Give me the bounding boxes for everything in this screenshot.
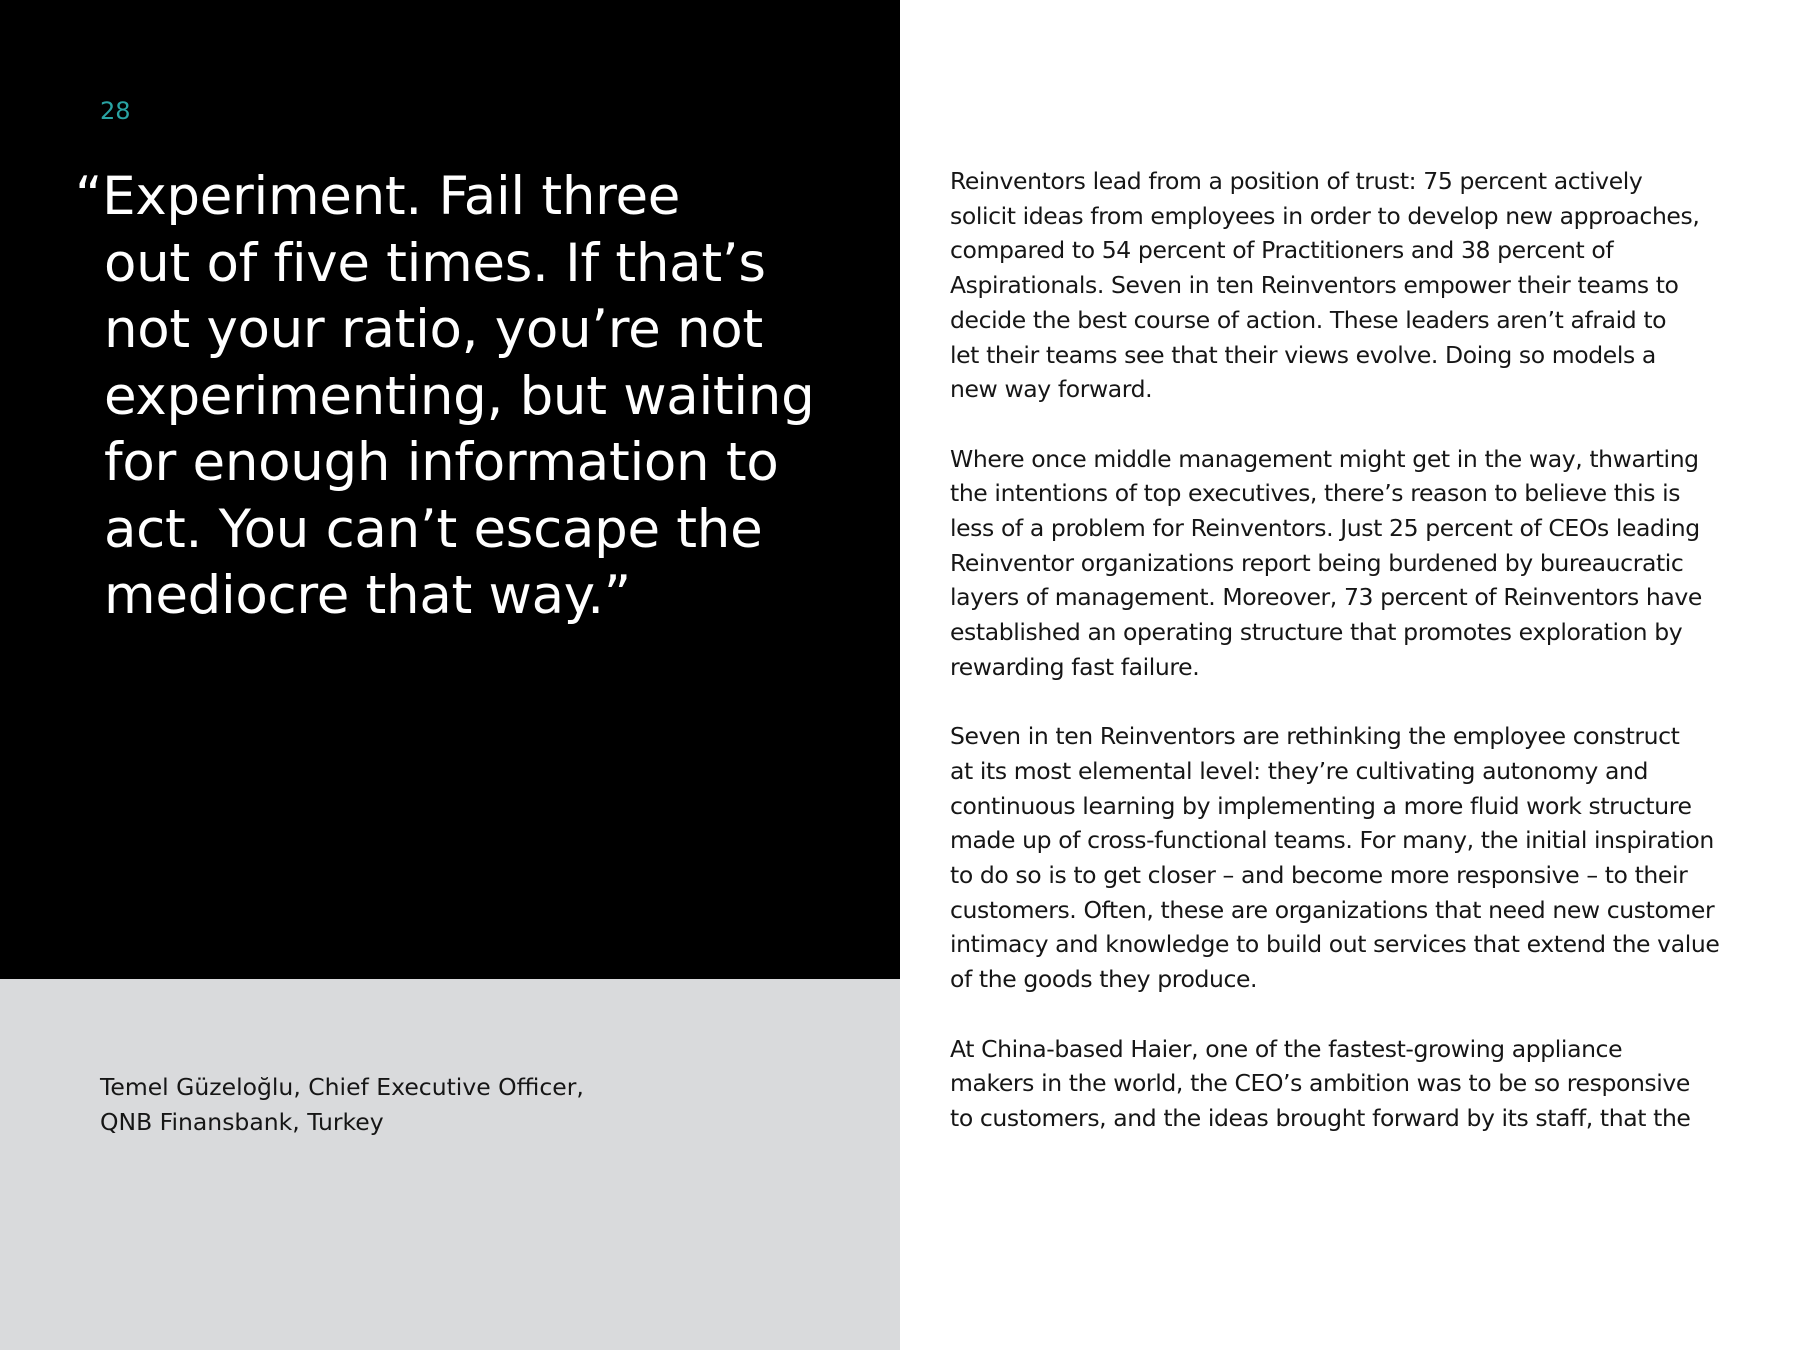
quote-line: out of five times. If that’s	[104, 232, 766, 294]
text-line: of the goods they produce.	[950, 965, 1258, 994]
text-line: rewarding fast failure.	[950, 652, 1200, 681]
text-line: compared to 54 percent of Practitioners and 38 percent of	[950, 236, 1614, 265]
text-line: established an operating structure that promotes exploration by	[950, 618, 1683, 647]
text-line: continuous learning by implementing a more fluid work structure	[950, 791, 1692, 820]
paragraph-employee-construct	[950, 719, 1720, 997]
text-line: Seven in ten Reinventors are rethinking the employee construct	[950, 722, 1680, 751]
quote-attribution	[100, 1070, 584, 1140]
text-line: to customers, and the ideas brought forward by its staff, that the	[950, 1103, 1691, 1132]
text-line: the intentions of top executives, there’s reason to believe this is	[950, 479, 1681, 508]
text-line: made up of cross-functional teams. For many, the initial inspiration	[950, 826, 1714, 855]
paragraph-trust	[950, 164, 1720, 407]
quote-panel	[0, 0, 900, 979]
attribution-line: QNB Finansbank, Turkey	[100, 1108, 384, 1136]
text-line: solicit ideas from employees in order to develop new approaches,	[950, 201, 1700, 230]
text-line: At China-based Haier, one of the fastest-growing appliance	[950, 1034, 1623, 1063]
text-line: let their teams see that their views evolve. Doing so models a	[950, 340, 1656, 369]
text-line: customers. Often, these are organizations that need new customer	[950, 895, 1715, 924]
quote-line: experimenting, but waiting	[104, 365, 815, 427]
text-line: less of a problem for Reinventors. Just 25 percent of CEOs leading	[950, 514, 1700, 543]
page-number: 28	[100, 97, 131, 125]
quote-line: “Experiment. Fail three	[75, 166, 681, 227]
text-line: at its most elemental level: they’re cultivating autonomy and	[950, 756, 1648, 785]
text-line: layers of management. Moreover, 73 percent of Reinventors have	[950, 583, 1702, 612]
attribution-line: Temel Güzeloğlu, Chief Executive Officer,	[100, 1073, 584, 1101]
text-line: decide the best course of action. These leaders aren’t afraid to	[950, 305, 1667, 334]
attribution-panel	[0, 979, 900, 1350]
text-line: Aspirationals. Seven in ten Reinventors empower their teams to	[950, 271, 1679, 300]
paragraph-haier	[950, 1032, 1720, 1136]
paragraph-middle-management	[950, 442, 1720, 685]
quote-line: for enough information to	[104, 432, 779, 493]
text-line: to do so is to get closer – and become more responsive – to their	[950, 861, 1688, 890]
text-line: makers in the world, the CEO’s ambition was to be so responsive	[950, 1069, 1690, 1098]
quote-line: not your ratio, you’re not	[104, 299, 763, 360]
text-line: Where once middle management might get in the way, thwarting	[950, 444, 1699, 473]
article-body	[950, 164, 1720, 1170]
quote-line: mediocre that way.”	[104, 565, 631, 626]
text-line: intimacy and knowledge to build out services that extend the value	[950, 930, 1720, 959]
text-line: new way forward.	[950, 375, 1153, 404]
pull-quote	[75, 164, 824, 630]
text-line: Reinventors lead from a position of trust: 75 percent actively	[950, 167, 1643, 195]
quote-line: act. You can’t escape the	[104, 498, 763, 560]
text-line: Reinventor organizations report being burdened by bureaucratic	[950, 548, 1684, 577]
